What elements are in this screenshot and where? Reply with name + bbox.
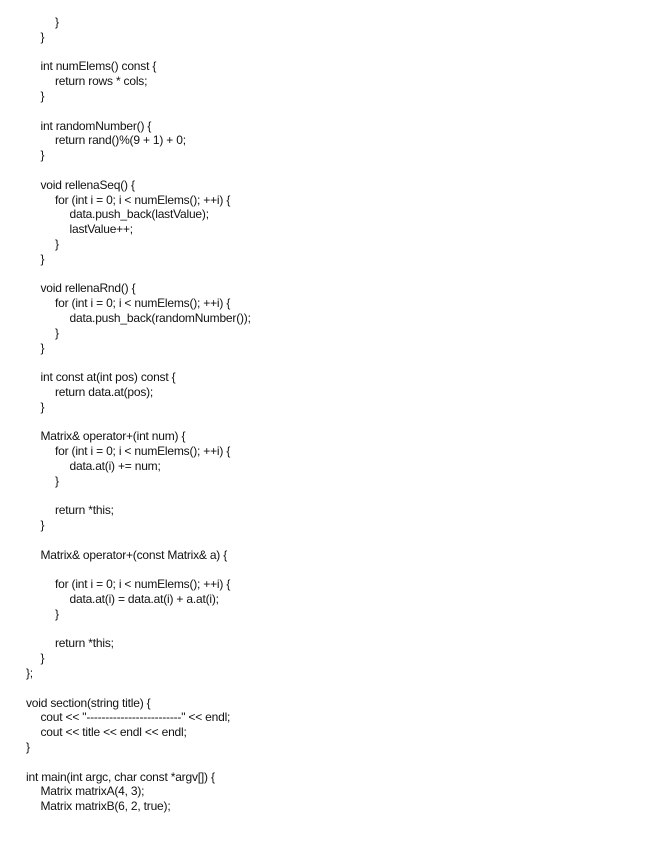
code-line: }	[40, 518, 45, 533]
code-line: }	[55, 15, 59, 29]
blank-line	[26, 267, 646, 282]
code-line: }	[40, 340, 45, 355]
code-line: Matrix matrixA(4, 3);	[40, 784, 145, 799]
blank-line	[26, 562, 646, 577]
code-line: return *this;	[55, 636, 114, 651]
code-line: }	[40, 251, 45, 266]
code-line: Matrix& operator+(int num) {	[40, 429, 186, 444]
code-line: }	[55, 606, 59, 621]
blank-line	[26, 163, 646, 178]
code-line: int main(int argc, char const *argv[]) {	[26, 769, 215, 784]
code-line: int const at(int pos) const {	[40, 370, 176, 385]
code-line: }	[40, 399, 45, 414]
code-line: int numElems() const {	[40, 59, 157, 74]
code-line: for (int i = 0; i < numElems(); ++i) {	[55, 444, 231, 459]
code-line: }	[55, 473, 59, 488]
code-line: data.push_back(randomNumber());	[69, 310, 251, 325]
code-line: for (int i = 0; i < numElems(); ++i) {	[55, 192, 231, 207]
blank-line	[26, 622, 646, 637]
code-line: return rows * cols;	[55, 74, 148, 89]
blank-line	[26, 489, 646, 504]
code-line: }	[55, 236, 59, 251]
code-line: }	[40, 148, 45, 163]
blank-line	[26, 533, 646, 548]
code-line: data.at(i) = data.at(i) + a.at(i);	[69, 592, 219, 607]
code-line: }	[40, 651, 45, 666]
blank-line	[26, 755, 646, 770]
code-line: };	[26, 666, 33, 681]
blank-line	[26, 104, 646, 119]
blank-line	[26, 45, 646, 60]
code-line: void section(string title) {	[26, 695, 151, 710]
code-line: data.at(i) += num;	[69, 458, 161, 473]
code-line: Matrix& operator+(const Matrix& a) {	[40, 547, 228, 562]
code-line: }	[40, 29, 45, 44]
code-line: }	[40, 88, 45, 103]
code-line: cout << title << endl << endl;	[40, 725, 187, 740]
code-line: for (int i = 0; i < numElems(); ++i) {	[55, 577, 231, 592]
code-line: void rellenaSeq() {	[40, 177, 135, 192]
blank-line	[26, 681, 646, 696]
code-line: }	[26, 740, 30, 755]
code-line: lastValue++;	[69, 222, 133, 237]
code-line: Matrix matrixB(6, 2, true);	[40, 799, 171, 814]
code-line: data.push_back(lastValue);	[69, 207, 209, 222]
code-line: void rellenaRnd() {	[40, 281, 136, 296]
code-line: cout << "-------------------------" << endl;	[40, 710, 231, 725]
code-line: return data.at(pos);	[55, 384, 154, 399]
code-line: return rand()%(9 + 1) + 0;	[55, 133, 186, 148]
blank-line	[26, 415, 646, 430]
code-line: return *this;	[55, 503, 114, 518]
blank-line	[26, 355, 646, 370]
code-line: for (int i = 0; i < numElems(); ++i) {	[55, 296, 231, 311]
code-line: int randomNumber() {	[40, 118, 152, 133]
code-listing	[26, 15, 646, 814]
code-line: }	[55, 325, 59, 340]
